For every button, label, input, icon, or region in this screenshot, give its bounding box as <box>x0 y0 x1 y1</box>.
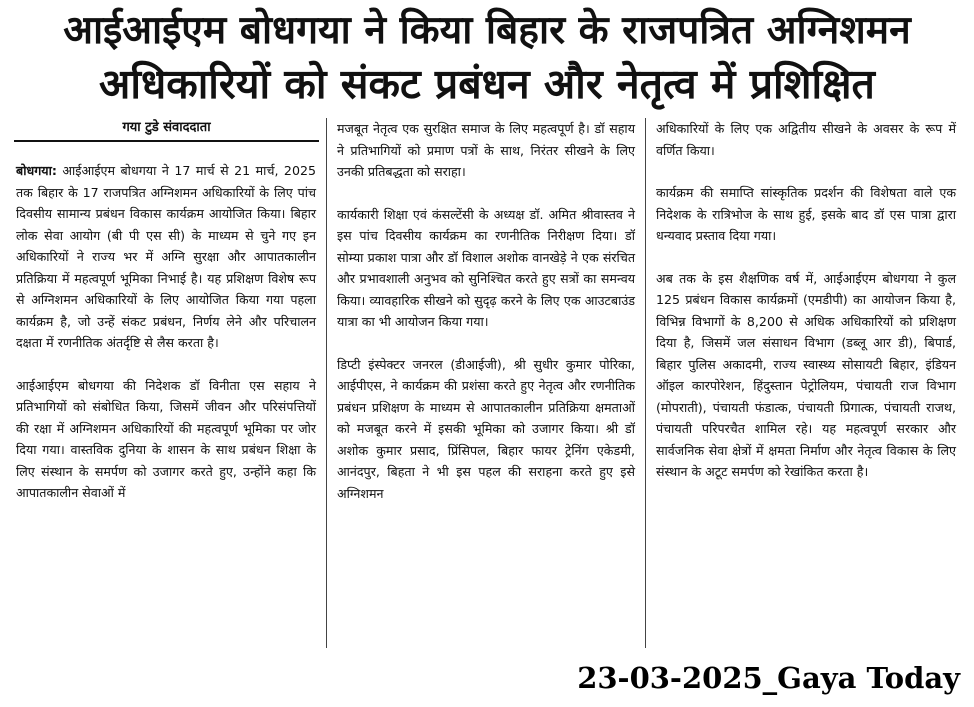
byline: गया टुडे संवाददाता <box>122 120 211 135</box>
article-paragraph: डिप्टी इंस्पेक्टर जनरल (डीआईजी), श्री सुधीर कुमार पोरिका, आईपीएस, ने कार्यक्रम की प्रशंसा करते हुए नेतृत्व और रणनीतिक प्रबंधन प्रशिक्षण के माध्यम से आपातकालीन प्रतिक्रिया क्षमताओं को मजबूत करने में इसकी भूमिका को उजागर किया। श्री डॉ अशोक कुमार प्रसाद, प्रिंसिपल, बिहार फायर ट्रेनिंग एकेडमी, आनंदपुर, बिहता ने भी इस पहल की सराहना करते हुए इसे अग्निशमन <box>337 356 635 501</box>
byline-divider <box>14 140 319 142</box>
article-paragraph: कार्यक्रम की समाप्ति सांस्कृतिक प्रदर्शन की विशेषता वाले एक निदेशक के रात्रिभोज के साथ हुई, इसके बाद डॉ एस पात्रा द्वारा धन्यवाद प्रस्ताव दिया गया। <box>656 185 956 243</box>
column-divider-2 <box>645 118 646 648</box>
headline-line-2: अधिकारियों को संकट प्रबंधन और नेतृत्व में प्रशिक्षित <box>99 60 875 108</box>
article-column-1 <box>16 160 316 525</box>
paragraph-text: आईआईएम बोधगया ने 17 मार्च से 21 मार्च, 2025 तक बिहार के 17 राजपत्रित अग्निशमन अधिकारियों के लिए पांच दिवसीय सामान्य प्रबंधन विकास कार्यक्रम आयोजित किया। बिहार लोक सेवा आयोग (बी पी एस सी) के माध्यम से चुने गए इन अधिकारियों ने राज्य भर में अग्नि सुरक्षा और आपातकालीन प्रतिक्रिया में महत्वपूर्ण भूमिका निभाई है। यह प्रशिक्षण विशेष रूप से अग्निशमन अधिकारियों के लिए आयोजित किया गया पहला कार्यक्रम है, जो उन्हें संकट प्रबंधन, निर्णय लेने और परिचालन दक्षता में रणनीतिक अंतर्दृष्टि से लैस करता है। <box>16 163 316 350</box>
column-divider-1 <box>326 118 327 648</box>
byline-container <box>14 116 319 138</box>
dateline: बोधगया: <box>16 163 57 178</box>
article-column-3 <box>656 118 956 504</box>
article-column-2 <box>337 118 635 525</box>
article-paragraph: मजबूत नेतृत्व एक सुरक्षित समाज के लिए महत्वपूर्ण है। डॉ सहाय ने प्रतिभागियों को प्रमाण पत्रों के साथ, निरंतर सीखने के लिए उनकी प्रतिबद्धता को सराहा। <box>337 121 635 179</box>
article-paragraph: अब तक के इस शैक्षणिक वर्ष में, आईआईएम बोधगया ने कुल 125 प्रबंधन विकास कार्यक्रमों (एमडीपी) का आयोजन किया है, विभिन्न विभागों के 8,200 से अधिक अधिकारियों को प्रशिक्षण दिया है, जिसमें जल संसाधन विभाग (डब्लू आर डी), बिपार्ड, बिहार पुलिस अकादमी, राज्य स्वास्थ्य सोसायटी बिहार, इंडियन ऑइल कारपोरेशन, हिंदुस्तान पेट्रोलियम, पंचायती राज विभाग (मोपराती), पंचायती फंडात्क, पंचायती प्रिगात्क, पंचायती राजथ, पंचायती परिपरचैत शामिल रहे। यह महत्वपूर्ण सरकार और सार्वजनिक सेवा क्षेत्रों में क्षमता निर्माण और नेतृत्व विकास के लिए संस्थान के अटूट समर्पण को रेखांकित करता है। <box>656 270 956 479</box>
article-paragraph <box>16 160 316 354</box>
headline-line-1: आईआईएम बोधगया ने किया बिहार के राजपत्रित अग्निशमन <box>63 8 911 53</box>
article-paragraph: कार्यकारी शिक्षा एवं कंसल्टेंसी के अध्यक्ष डॉ. अमित श्रीवास्तव ने इस पांच दिवसीय कार्यक्रम का रणनीतिक निरीक्षण दिया। डॉ सोम्या प्रकाश पात्रा और डॉ विशाल अशोक वानखेड़े ने एक संरचित और प्रभावशाली अनुभव को सुनिश्चित करते हुए सत्रों का समन्वय किया। व्यावहारिक सीखने को सुदृढ़ करने के लिए एक आउटबाउंड यात्रा का भी आयोजन किया गया। <box>337 206 635 329</box>
article-paragraph: आईआईएम बोधगया की निदेशक डॉ विनीता एस सहाय ने प्रतिभागियों को संबोधित किया, जिसमें जीवन और परिसंपत्तियों की रक्षा में अग्निशमन अधिकारियों की महत्वपूर्ण भूमिका पर जोर दिया गया। वास्तविक दुनिया के शासन के साथ प्रबंधन शिक्षा के लिए संस्थान के समर्पण को उजागर करते हुए, उन्होंने कहा कि आपातकालीन सेवाओं में <box>16 377 316 500</box>
article-paragraph: अधिकारियों के लिए एक अद्वितीय सीखने के अवसर के रूप में वर्णित किया। <box>656 121 956 158</box>
publication-date-source: 23-03-2025_Gaya Today <box>577 661 960 695</box>
